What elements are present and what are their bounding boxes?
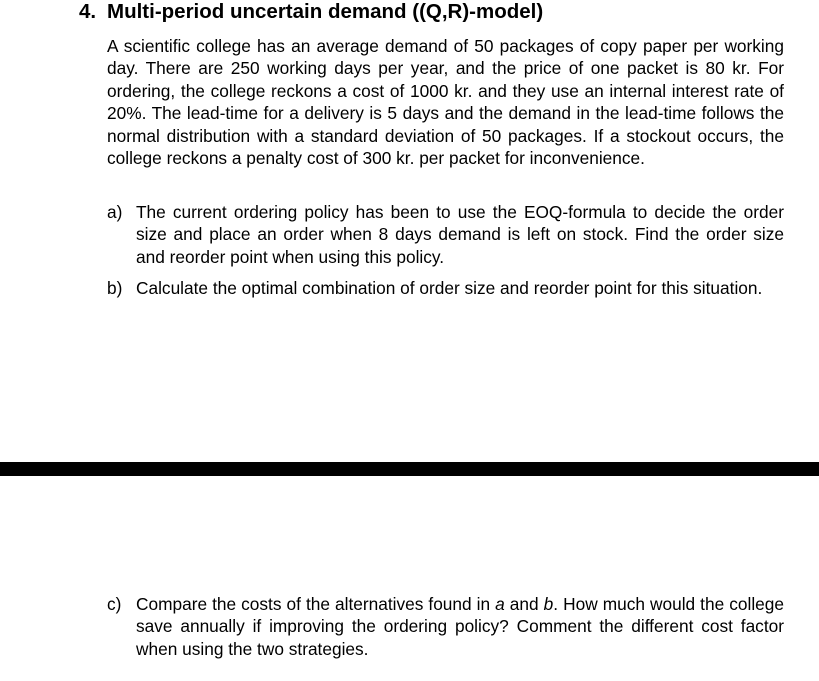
question-text: Calculate the optimal combination of order size and reorder point for this situation.: [136, 278, 763, 298]
question-ref-b: b: [543, 594, 554, 614]
problem-intro: A scientific college has an average demand of 50 packages of copy paper per working day. There are 250 working days per year, and the price of one packet is 80 kr. For ordering, the college reckons a cost of 1000 kr. and they use an internal interest rate of 20%. The lead-time for a delivery is 5 days and the demand in the lead-time follows the normal distribution with a standard deviation of 50 packages. If a stockout occurs, the college reckons a penalty cost of 300 kr. per packet for inconvenience.: [107, 36, 784, 169]
question-text: [136, 593, 784, 660]
question-letter: a): [107, 202, 123, 222]
question-letter: b): [107, 278, 123, 298]
question-c: [107, 593, 784, 660]
question-b: [107, 277, 784, 299]
problem-heading: [79, 0, 543, 24]
problem-number: 4.: [79, 0, 97, 23]
question-a: [107, 201, 784, 268]
problem-title: Multi-period uncertain demand ((Q,R)-model): [107, 0, 544, 23]
section-divider: [0, 462, 819, 476]
question-text-part: and: [504, 594, 544, 614]
question-text-part: . How much would the college save annually if improving the ordering policy? Comment the different cost factor when using the two strategies.: [136, 594, 784, 659]
question-text-part: Compare the costs of the alternatives found in: [136, 594, 496, 614]
question-letter: c): [107, 594, 122, 614]
question-text: The current ordering policy has been to use the EOQ-formula to decide the order size and place an order when 8 days demand is left on stock. Find the order size and reorder point when using this policy.: [136, 202, 784, 267]
question-ref-a: a: [495, 594, 505, 614]
